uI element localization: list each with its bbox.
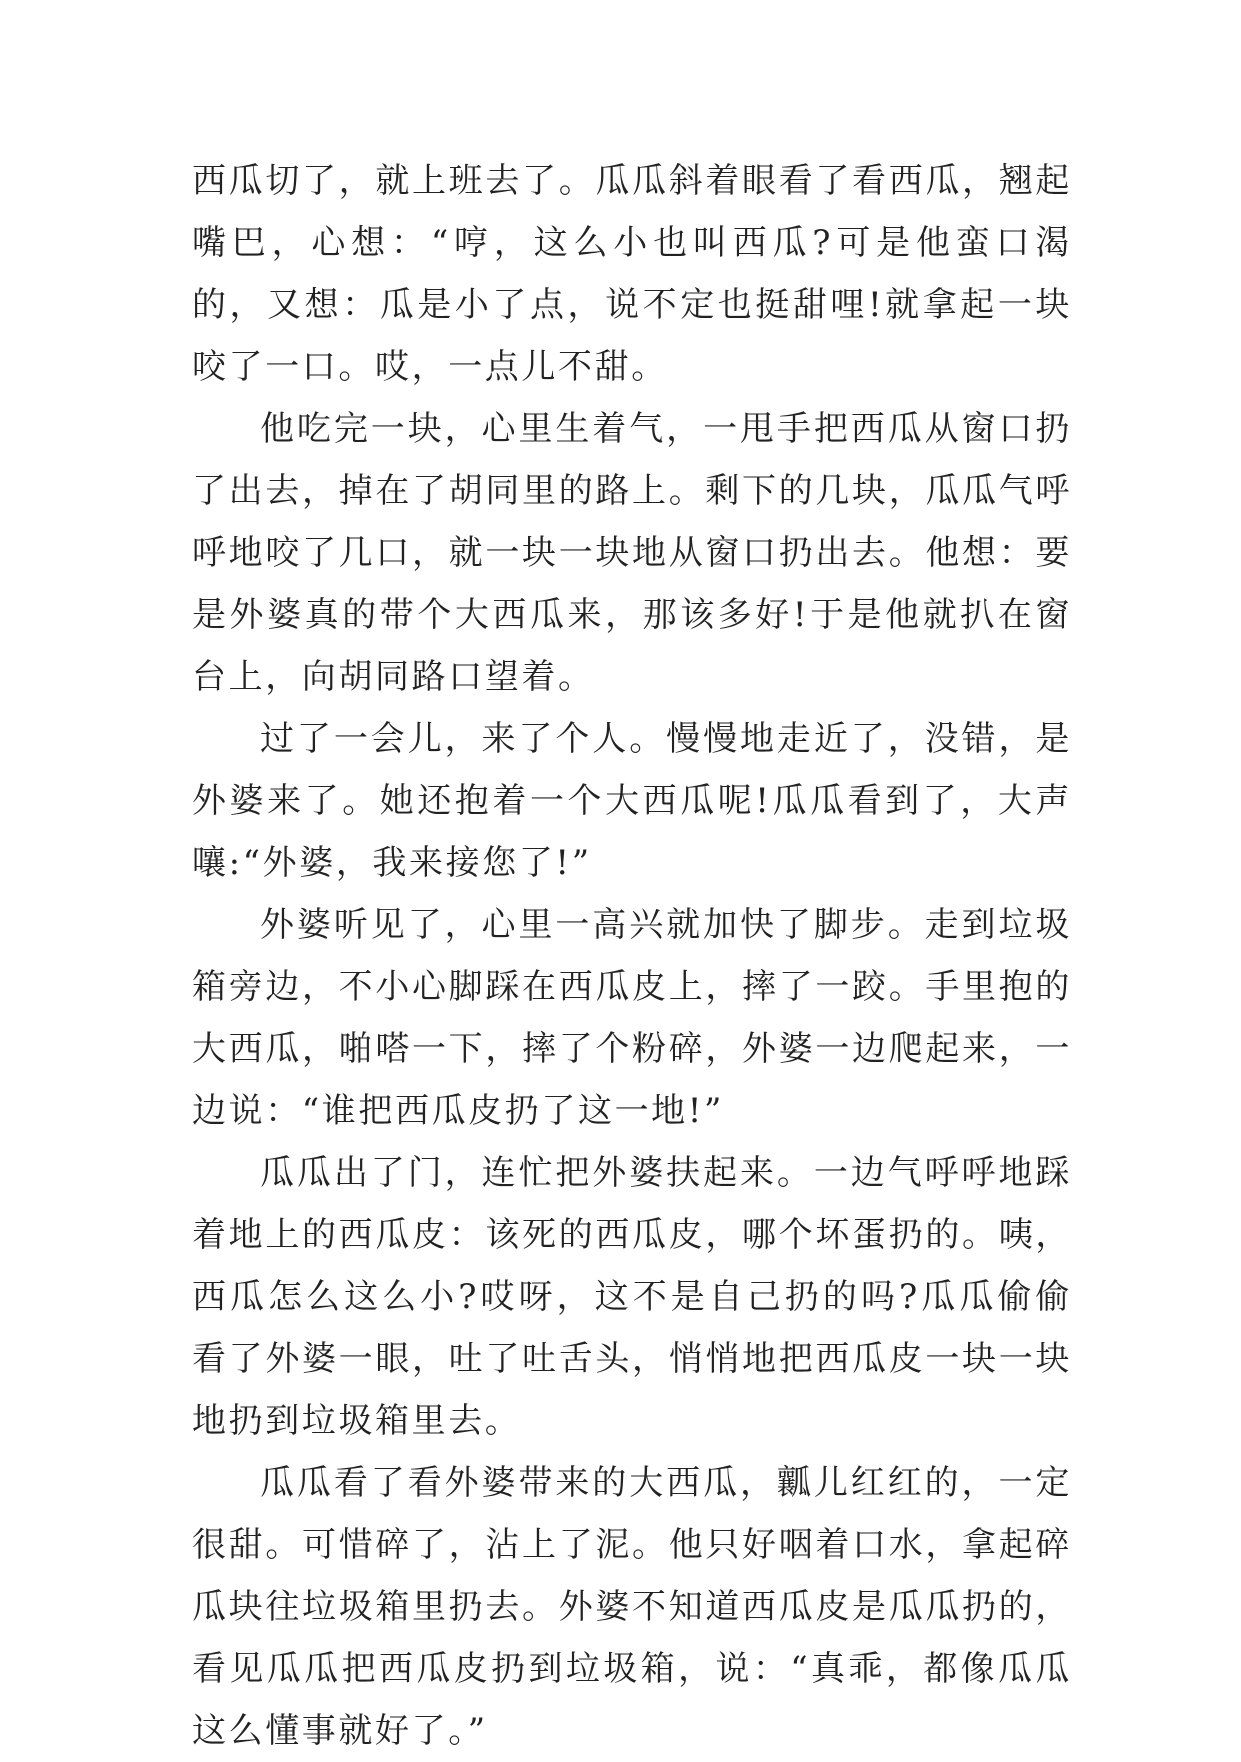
paragraph-5: 瓜瓜出了门，连忙把外婆扶起来。一边气呼呼地踩着地上的西瓜皮：该死的西瓜皮，哪个坏蛋扔的。咦，西瓜怎么这么小?哎呀，这不是自己扔的吗?瓜瓜偷偷看了外婆一眼，吐了吐舌头，悄悄地把西瓜皮一块一块地扔到垃圾箱里去。 [192,1153,1072,1441]
paragraph-3: 过了一会儿，来了个人。慢慢地走近了，没错，是外婆来了。她还抱着一个大西瓜呢!瓜瓜看到了，大声嚷:“外婆，我来接您了!” [192,719,1072,883]
paragraph-1: 西瓜切了，就上班去了。瓜瓜斜着眼看了看西瓜，翘起嘴巴，心想：“哼，这么小也叫西瓜?可是他蛮口渴的，又想：瓜是小了点，说不定也挺甜哩!就拿起一块咬了一口。哎，一点儿不甜。 [192,161,1072,387]
paragraph-6: 瓜瓜看了看外婆带来的大西瓜，瓤儿红红的，一定很甜。可惜碎了，沾上了泥。他只好咽着口水，拿起碎瓜块往垃圾箱里扔去。外婆不知道西瓜皮是瓜瓜扔的，看见瓜瓜把西瓜皮扔到垃圾箱，说：“真乖，都像瓜瓜这么懂事就好了。” [192,1463,1072,1751]
paragraph-4: 外婆听见了，心里一高兴就加快了脚步。走到垃圾箱旁边，不小心脚踩在西瓜皮上，摔了一跤。手里抱的大西瓜，啪嗒一下，摔了个粉碎，外婆一边爬起来，一边说：“谁把西瓜皮扔了这一地!” [192,905,1072,1131]
story-text [192,150,1072,1762]
paragraph-2: 他吃完一块，心里生着气，一甩手把西瓜从窗口扔了出去，掉在了胡同里的路上。剩下的几块，瓜瓜气呼呼地咬了几口，就一块一块地从窗口扔出去。他想：要是外婆真的带个大西瓜来，那该多好!于是他就扒在窗台上，向胡同路口望着。 [192,409,1072,697]
